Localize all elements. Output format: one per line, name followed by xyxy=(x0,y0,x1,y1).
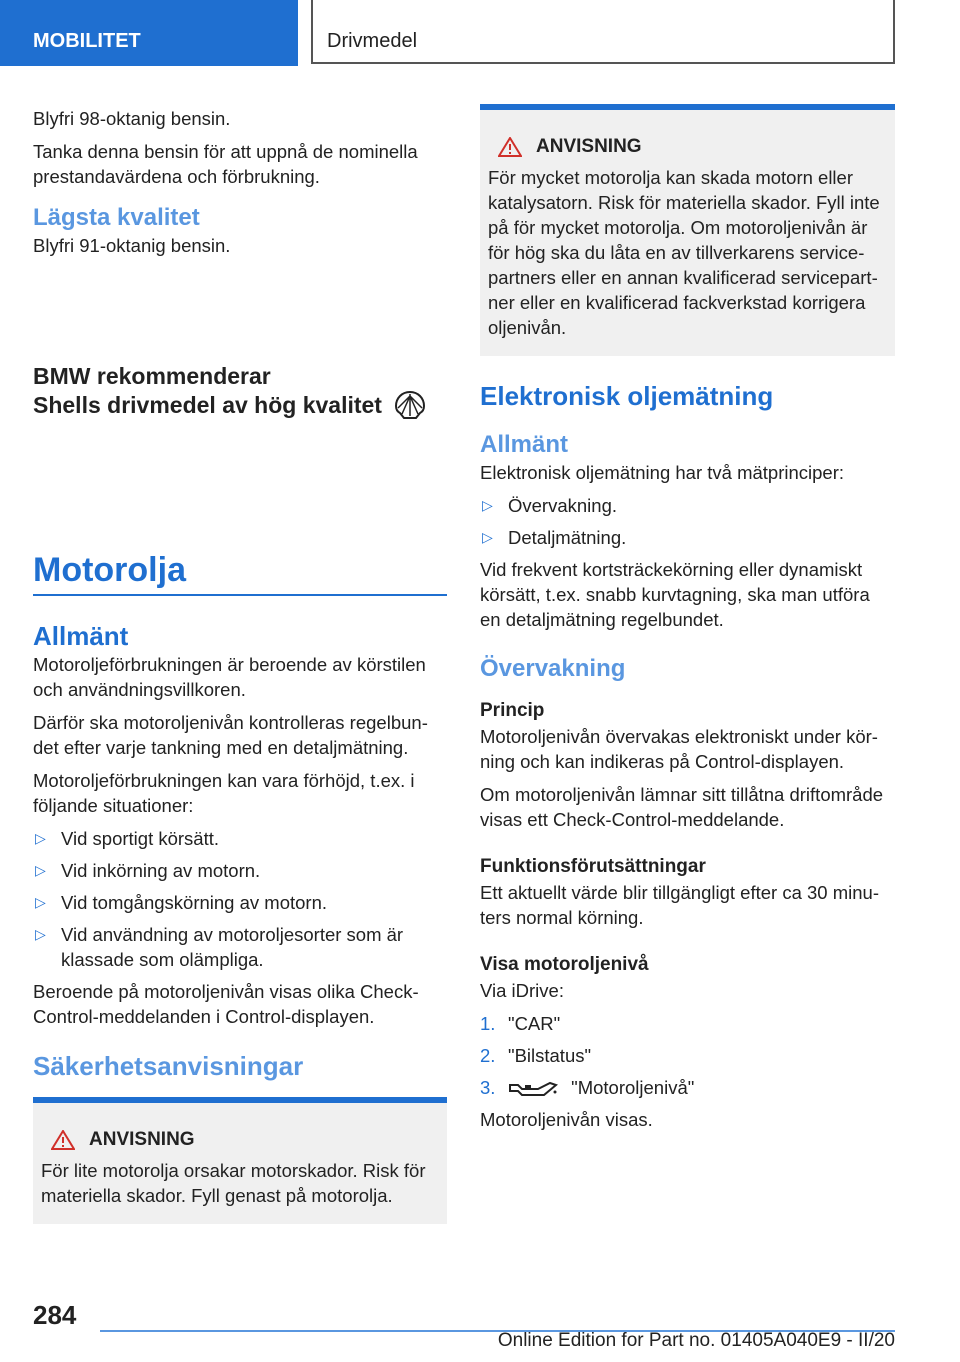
principles-list xyxy=(480,493,895,550)
warning-text: För mycket motorolja kan skada motorn eller katalysatorn. Risk för materiella skador. Fyll inte på för mycket motorolja. Om motoroljenivån är för hög ska du låta en av tillverkarens servicepartners eller en annan kvalificerad servicepartner eller en kvalificerad fackverkstad korrigera oljenivån. xyxy=(488,167,880,338)
paragraph: Motoroljeförbrukningen är beroende av körstilen och användningsvillkoren. xyxy=(33,654,426,700)
warning-title: ANVISNING xyxy=(536,136,642,157)
triangle-bullet-icon: ▷ xyxy=(482,529,493,545)
paragraph: Beroende på motoroljenivån visas olika Check-Control-meddelanden i Control-displayen. xyxy=(33,981,419,1027)
paragraph: Tanka denna bensin för att uppnå de nominella prestandavärdena och förbrukning. xyxy=(33,141,418,187)
oil-can-icon xyxy=(508,1079,558,1099)
conditions-heading: Funktionsförutsättningar xyxy=(480,856,706,877)
list-item: ▷ Vid inkörning av motorn. xyxy=(35,860,261,881)
triangle-bullet-icon: ▷ xyxy=(482,497,493,513)
warning-triangle-icon xyxy=(498,137,522,157)
show-oil-level-heading: Visa motoroljenivå xyxy=(480,954,649,975)
page-header xyxy=(0,0,960,66)
paragraph: Motoroljenivån visas. xyxy=(480,1109,653,1130)
triangle-bullet-icon: ▷ xyxy=(35,862,46,878)
general-heading: Allmänt xyxy=(33,621,129,651)
paragraph: Via iDrive: xyxy=(480,980,564,1001)
bmw-line-2: Shells drivmedel av hög kvalitet xyxy=(33,392,382,418)
list-item: 2. "Bilstatus" xyxy=(480,1045,592,1066)
paragraph: Motoroljenivån övervakas elektroniskt under körning och kan indikeras på Control-displayen. xyxy=(480,726,878,772)
paragraph: Blyfri 91-oktanig bensin. xyxy=(33,235,231,256)
left-column-top xyxy=(33,106,445,266)
safety-heading: Säkerhetsanvisningar xyxy=(33,1051,304,1081)
situations-list xyxy=(33,826,447,972)
triangle-bullet-icon: ▷ xyxy=(35,926,46,942)
bmw-line-1: BMW rekommenderar xyxy=(33,363,271,389)
lowest-quality-heading: Lägsta kvalitet xyxy=(33,204,200,231)
triangle-bullet-icon: ▷ xyxy=(35,830,46,846)
motor-oil-heading: Motorolja xyxy=(33,551,186,589)
general-heading: Allmänt xyxy=(480,431,569,458)
list-item: 3. "Motoroljenivå" xyxy=(480,1077,695,1098)
chapter-title: Drivmedel xyxy=(311,0,895,64)
warning-box xyxy=(33,1097,447,1224)
monitoring-heading: Övervakning xyxy=(480,655,626,682)
list-item: ▷ Detaljmätning. xyxy=(482,527,627,548)
warning-text: För lite motorolja orsakar motorskador. Risk för materiella skador. Fyll genast på motorolja. xyxy=(41,1160,426,1206)
paragraph: Motoroljeförbrukningen kan vara förhöjd, t.ex. i följande situationer: xyxy=(33,770,415,816)
paragraph: Därför ska motoroljenivån kontrolleras regelbundet efter varje tankning med en detaljmätning. xyxy=(33,712,428,758)
list-item: ▷ Vid sportigt körsätt. xyxy=(35,828,220,849)
bmw-recommendation xyxy=(33,362,443,420)
paragraph: Vid frekvent kortsträckekörning eller dynamiskt körsätt, t.ex. snabb kurvtagning, ska man utföra en detaljmätning regelbundet. xyxy=(480,559,870,630)
paragraph: Ett aktuellt värde blir tillgängligt efter ca 30 minuters normal körning. xyxy=(480,882,879,928)
paragraph: Blyfri 98-oktanig bensin. xyxy=(33,108,231,129)
triangle-bullet-icon: ▷ xyxy=(35,894,46,910)
warning-title: ANVISNING xyxy=(89,1129,195,1150)
electronic-oil-heading: Elektronisk oljemätning xyxy=(480,381,774,411)
shell-logo-icon xyxy=(394,390,426,420)
principle-heading: Princip xyxy=(480,700,545,721)
page-number: 284 xyxy=(33,1300,77,1330)
list-item: ▷ Övervakning. xyxy=(482,495,617,516)
steps-list xyxy=(480,1011,895,1100)
left-column-main xyxy=(33,550,447,1224)
right-column xyxy=(480,104,895,1140)
list-item: ▷ Vid användning av motoroljesorter som är klassade som olämpliga. xyxy=(35,924,404,970)
list-item: 1. "CAR" xyxy=(480,1013,561,1034)
paragraph: Elektronisk oljemätning har två mätprinciper: xyxy=(480,462,844,483)
paragraph: Om motoroljenivån lämnar sitt tillåtna driftområde visas ett Check-Control-meddelande. xyxy=(480,784,884,830)
list-item: ▷ Vid tomgångskörning av motorn. xyxy=(35,892,328,913)
section-tab: MOBILITET xyxy=(0,0,298,66)
edition-text: Online Edition for Part no. 01405A040E9 - II/20 xyxy=(497,1330,895,1351)
warning-box xyxy=(480,104,895,356)
warning-triangle-icon xyxy=(51,1130,75,1150)
